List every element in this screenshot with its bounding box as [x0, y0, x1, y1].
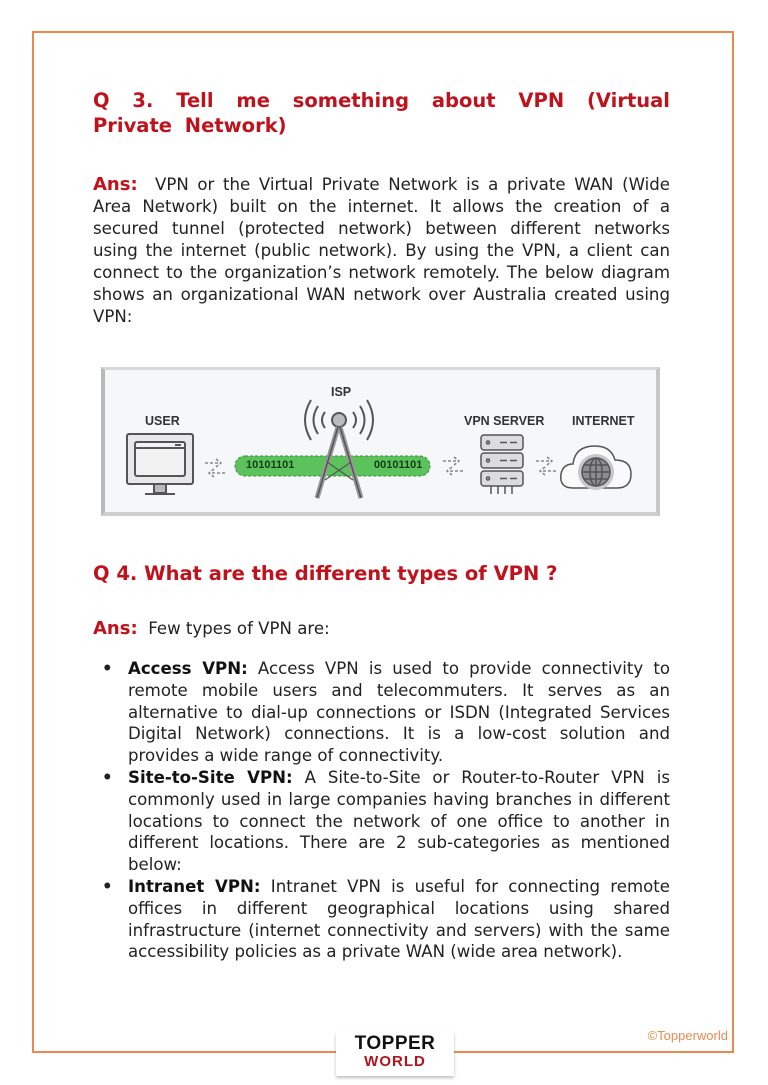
bidirectional-arrow-icon [443, 457, 463, 475]
isp-label: ISP [331, 385, 352, 399]
bullet-icon: • [102, 767, 113, 787]
logo-line-2: WORLD [364, 1053, 426, 1070]
cell-tower-icon [305, 400, 373, 498]
list-item-text: A Site-to-Site or Router-to-Router VPN is commonly used in large companies having branches in different locations to connect the network of one office to another in different locations. There are 2 sub-categories as mentioned below: [128, 767, 671, 875]
list-item-access-vpn [93, 658, 670, 767]
answer-text: Few types of VPN are: [148, 619, 330, 638]
monitor-icon [127, 434, 193, 494]
vpn-diagram [101, 367, 660, 516]
cloud-globe-icon [561, 446, 631, 490]
answer-label: Ans: [93, 174, 138, 195]
question-4-answer [93, 618, 670, 640]
bullet-icon: • [102, 659, 113, 678]
list-item-text: Intranet VPN is useful for connecting remote offices in different geographical locations using shared infrastructure (internet connectivity and servers) with the same accessibility policies as a private WAN (wide area network). [128, 876, 670, 962]
bidirectional-arrow-icon [536, 457, 556, 475]
tunnel-bits-right: 00101101 [374, 459, 423, 471]
question-3-answer [93, 174, 670, 328]
list-item-term: Intranet VPN: [128, 876, 261, 896]
question-3-title: Q 3. Tell me something about VPN (Virtual Private Network) [93, 89, 670, 137]
vpn-types-list [93, 658, 670, 963]
list-item-intranet-vpn [93, 876, 670, 963]
logo-line-1: TOPPER [354, 1033, 436, 1054]
answer-label: Ans: [93, 618, 138, 639]
vpn-diagram-graphic [105, 370, 657, 512]
list-item-term: Site-to-Site VPN: [128, 767, 293, 787]
list-item-term: Access VPN: [128, 659, 248, 678]
topperworld-logo [336, 1032, 454, 1076]
vpn-server-label: VPN SERVER [464, 414, 545, 428]
bullet-icon: • [102, 876, 113, 896]
internet-label: INTERNET [572, 414, 635, 428]
list-item-text: Access VPN is used to provide connectivity to remote mobile users and telecommuters. It serves as an alternative to dial-up connections or ISDN (Integrated Services Digital Network) connections. It is a low-cost solution and provides a wide range of connectivity. [128, 659, 671, 766]
question-4-title: Q 4. What are the different types of VPN ? [93, 562, 558, 585]
answer-text: VPN or the Virtual Private Network is a private WAN (Wide Area Network) built on the internet. It allows the creation of a secured tunnel (protected network) between different networks using the internet (public network). By using the VPN, a client can connect to the organization’s network remotely. The below diagram shows an organizational WAN network over Australia created using VPN: [93, 175, 670, 326]
tunnel-bits-left: 10101101 [246, 459, 295, 471]
bidirectional-arrow-icon [205, 459, 225, 477]
list-item-site-to-site-vpn [93, 767, 670, 876]
server-icon [481, 435, 523, 494]
copyright-text: ©Topperworld [647, 1028, 728, 1043]
user-label: USER [145, 414, 180, 428]
